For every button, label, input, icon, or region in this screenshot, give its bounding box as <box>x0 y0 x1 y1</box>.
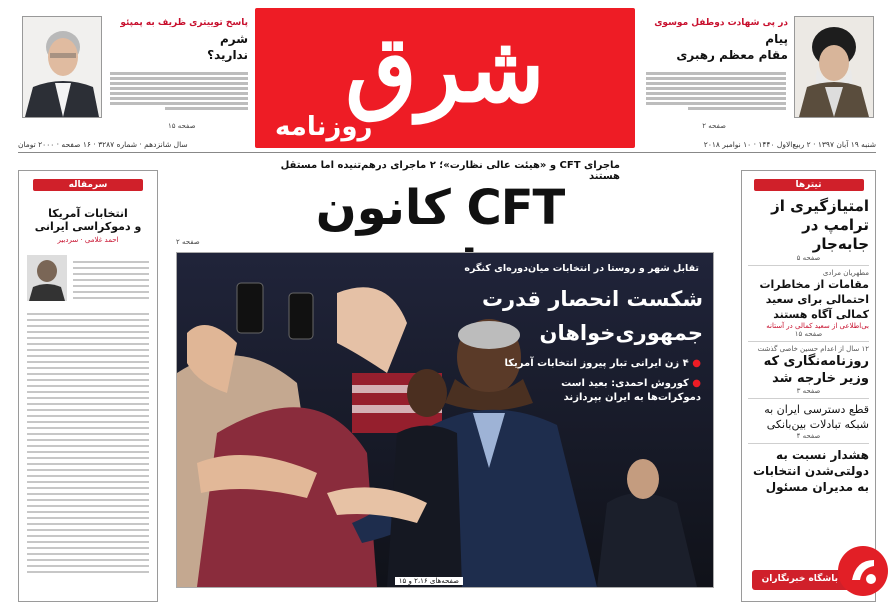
editorial-body-2 <box>27 309 149 577</box>
headline-item-2-post: بی‌اطلاعی از سعید کمالی در آستانه <box>766 322 869 330</box>
bullet-dot: ● <box>692 358 701 369</box>
lead-page: صفحه ۲ <box>176 238 200 246</box>
headline-item-2-pre: مطهریان مرادی <box>822 269 869 277</box>
headline-item-4[interactable]: قطع دسترسی ایران به شبکه تبادلات بین‌بانکی <box>764 403 869 431</box>
photo-bullet-1-text: ۴ زن ایرانی تبار پیروز انتخابات آمریکا <box>504 358 689 369</box>
photo-bullet-2 <box>561 377 701 391</box>
photo-headline-1: شکست انحصار قدرت <box>481 287 703 311</box>
headline-item-1[interactable]: امتیازگیری از ترامپ در جابه‌جار <box>771 197 869 253</box>
headline-item-3-pre: ۱۲ سال از اعدام حسین خاصی گذشت <box>757 345 869 353</box>
top-left-body <box>110 70 248 112</box>
top-left-box <box>18 8 250 138</box>
top-right-box <box>644 8 876 138</box>
author-photo <box>27 255 67 301</box>
headline-item-3-page: صفحه ۳ <box>796 387 821 395</box>
photo-pages: صفحه‌های ۲،۱۶ و ۱۵ <box>395 577 463 585</box>
top-left-kicker: پاسخ توییتری ظریف به پمپئو <box>120 18 248 28</box>
headline-item-2[interactable]: مقامات از مخاطرات احتمالی برای سعید کمالی آگاه هستند <box>759 278 869 321</box>
dateline <box>18 140 876 153</box>
badge-label: باشگاه خبرنگاران <box>761 574 838 584</box>
top-left-title: شرم <box>219 32 248 46</box>
photo-bullet-2a: کوروش احمدی: بعید است <box>561 378 689 389</box>
editorial-author: احمد غلامی · سردبیر <box>57 236 119 244</box>
masthead-sub: روزنامه <box>275 112 373 142</box>
bullet-dot: ● <box>692 378 701 389</box>
portrait-zarif <box>22 16 102 118</box>
top-right-body <box>646 70 786 112</box>
editorial-title-2: و دموکراسی ایرانی <box>34 220 142 233</box>
portrait-leader <box>794 16 874 118</box>
top-right-title: پیام <box>765 32 788 46</box>
lead-headline: CFT کانون <box>315 180 565 236</box>
photo-kicker: تقابل شهر و روستا در انتخابات میان‌دوره‌ای کنگره <box>464 263 699 274</box>
photo-bullet-1 <box>504 357 701 371</box>
top-right-title2: مقام معظم رهبری <box>676 48 788 62</box>
editorial-tag: سرمقاله <box>33 179 143 191</box>
headline-item-4-page: صفحه ۴ <box>796 432 821 440</box>
top-right-page: صفحه ۲ <box>702 122 726 130</box>
badge-logo-icon <box>838 546 888 596</box>
editorial-body <box>73 257 149 303</box>
headlines-column <box>741 170 876 602</box>
photo-headline-2: جمهوری‌خواهان <box>539 321 703 345</box>
top-right-kicker: در پی شهادت دوطفل موسوی <box>654 18 788 28</box>
headline-item-2-page: صفحه ۱۵ <box>794 330 823 338</box>
photo-bullet-2-cont: دموکرات‌ها به ایران بپردازند <box>563 392 701 403</box>
lead-kicker: ماجرای CFT و «هیئت عالی نظارت»؛ ۲ ماجرای درهم‌تنیده اما مستقل هستند <box>280 160 620 182</box>
headlines-tag: تیترها <box>754 179 864 191</box>
dateline-right: شنبه ۱۹ آبان ۱۳۹۷ · ۲ ربیع‌الاول ۱۴۴۰ · ۱۰ نوامبر ۲۰۱۸ <box>703 140 876 149</box>
headline-item-1-page: صفحه ۵ <box>796 254 821 262</box>
masthead <box>255 8 635 148</box>
source-badge <box>752 540 890 600</box>
masthead-logo: شرق <box>345 15 545 123</box>
headline-item-3[interactable]: روزنامه‌نگاری که وزیر خارجه شد <box>763 354 869 386</box>
editorial-title-1: انتخابات آمریکا <box>48 207 128 220</box>
editorial-column <box>18 170 158 602</box>
lead-photo <box>176 252 714 588</box>
headline-item-5[interactable]: هشدار نسبت به دولتی‌شدن انتخابات به مدیران مسئول <box>752 448 869 494</box>
top-left-title2: ندارید؟ <box>207 48 248 62</box>
dateline-left: سال شانزدهم · شماره ۳۲۸۷ · ۱۶ صفحه · ۲۰۰۰ تومان <box>18 140 188 149</box>
top-left-page: صفحه ۱۵ <box>168 122 196 130</box>
